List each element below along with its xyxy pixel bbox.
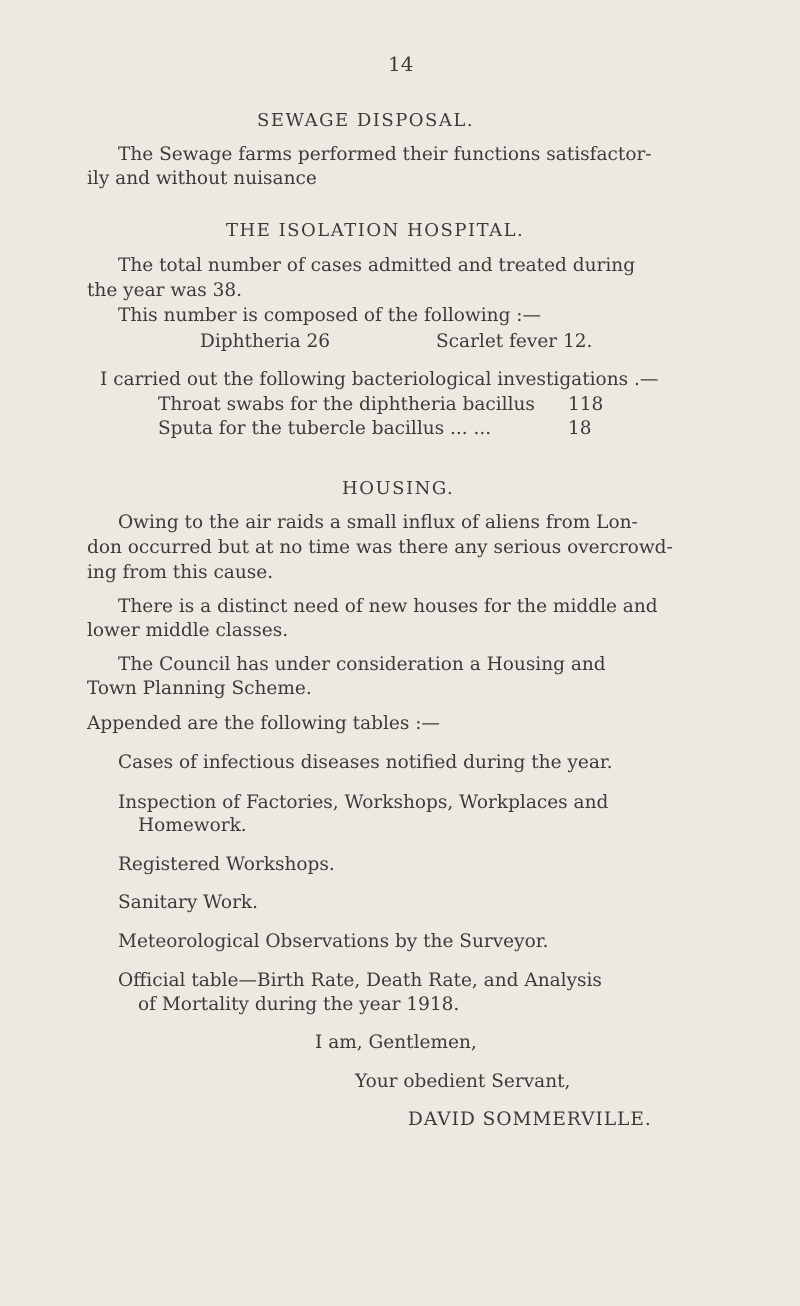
housing-heading: HOUSING. [342,478,455,499]
housing-line: Town Planning Scheme. [87,678,312,699]
investigation-count: 18 [568,418,592,439]
appended-item: Official table—Birth Rate, Death Rate, and Analysis [118,970,602,991]
sewage-line: The Sewage farms performed their functions satisfactor- [118,144,652,165]
appended-item: Sanitary Work. [118,892,259,913]
housing-line: There is a distinct need of new houses for the middle and [118,596,658,617]
investigations-intro: I carried out the following bacteriological investigations .— [100,369,659,390]
sewage-line: ily and without nuisance [87,168,317,189]
appended-item: of Mortality during the year 1918. [138,994,460,1015]
diphtheria-count: Diphtheria 26 [200,331,331,352]
investigation-label: Throat swabs for the diphtheria bacillus [158,394,535,415]
appended-item: Registered Workshops. [118,854,335,875]
salutation: I am, Gentlemen, [315,1032,477,1053]
isolation-heading: THE ISOLATION HOSPITAL. [226,220,525,241]
housing-line: ing from this cause. [87,562,274,583]
housing-line: Owing to the air raids a small influx of aliens from Lon- [118,512,638,533]
valediction: Your obedient Servant, [355,1071,571,1092]
investigation-count: 118 [568,394,604,415]
housing-line: lower middle classes. [87,620,289,641]
appended-item: Meteorological Observations by the Surveyor. [118,931,549,952]
investigation-label: Sputa for the tubercle bacillus ... ... [158,418,492,439]
appended-item: Homework. [138,815,247,836]
sewage-heading: SEWAGE DISPOSAL. [257,110,475,131]
isolation-line: This number is composed of the following :— [118,305,542,326]
isolation-line: the year was 38. [87,280,242,301]
housing-line: The Council has under consideration a Housing and [118,654,606,675]
appended-intro: Appended are the following tables :— [87,713,440,734]
isolation-line: The total number of cases admitted and treated during [118,255,636,276]
scarlet-fever-count: Scarlet fever 12. [436,331,593,352]
signature: DAVID SOMMERVILLE. [408,1109,652,1130]
appended-item: Cases of infectious diseases notified during the year. [118,752,613,773]
appended-item: Inspection of Factories, Workshops, Workplaces and [118,792,609,813]
housing-line: don occurred but at no time was there any serious overcrowd- [87,537,673,558]
page-number: 14 [388,52,414,76]
